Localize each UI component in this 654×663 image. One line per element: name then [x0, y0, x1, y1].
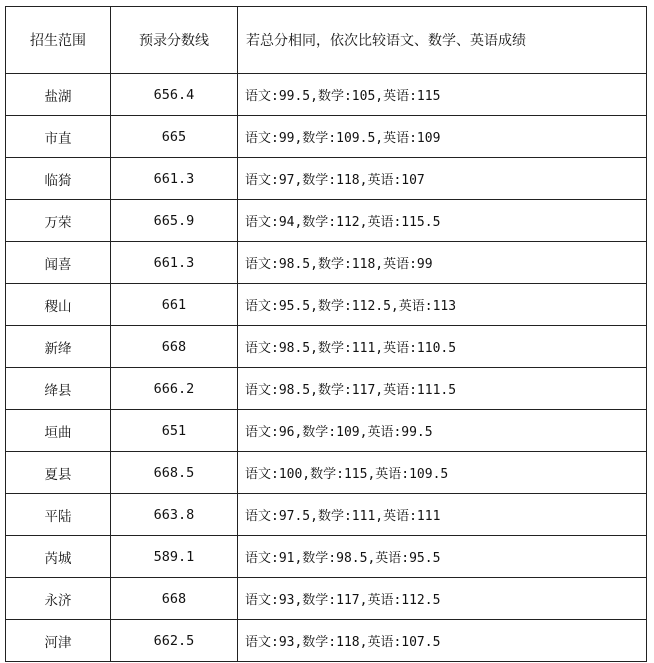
tiebreak-text: 语文:93,数学:118,英语:107.5 — [245, 635, 441, 650]
tiebreak-text: 语文:98.5,数学:111,英语:110.5 — [245, 341, 457, 356]
tiebreak-text: 语文:91,数学:98.5,英语:95.5 — [245, 551, 441, 566]
cell-score: 665 — [111, 116, 238, 158]
cell-tiebreak — [238, 242, 647, 284]
cell-score: 661 — [111, 284, 238, 326]
score-table — [5, 6, 647, 662]
cell-region: 稷山 — [6, 284, 111, 326]
table-row — [6, 326, 647, 368]
tiebreak-text: 语文:100,数学:115,英语:109.5 — [245, 467, 449, 482]
table-row — [6, 158, 647, 200]
cell-score: 661.3 — [111, 242, 238, 284]
table-body — [6, 74, 647, 662]
cell-region: 新绛 — [6, 326, 111, 368]
cell-tiebreak — [238, 74, 647, 116]
cell-region: 平陆 — [6, 494, 111, 536]
tiebreak-text: 语文:96,数学:109,英语:99.5 — [245, 425, 433, 440]
cell-tiebreak — [238, 620, 647, 662]
table-row — [6, 284, 647, 326]
cell-score: 656.4 — [111, 74, 238, 116]
table-row — [6, 242, 647, 284]
cell-region: 闻喜 — [6, 242, 111, 284]
table-row — [6, 410, 647, 452]
cell-score: 651 — [111, 410, 238, 452]
tiebreak-text: 语文:95.5,数学:112.5,英语:113 — [245, 299, 457, 314]
table-row — [6, 452, 647, 494]
cell-tiebreak — [238, 158, 647, 200]
score-table-container — [5, 6, 647, 662]
cell-tiebreak — [238, 410, 647, 452]
cell-score: 662.5 — [111, 620, 238, 662]
cell-region: 绛县 — [6, 368, 111, 410]
cell-region: 永济 — [6, 578, 111, 620]
tiebreak-text: 语文:93,数学:117,英语:112.5 — [245, 593, 441, 608]
table-row — [6, 494, 647, 536]
cell-region: 市直 — [6, 116, 111, 158]
header-tiebreak: 若总分相同，依次比较语文、数学、英语成绩 — [238, 7, 647, 74]
tiebreak-text: 语文:94,数学:112,英语:115.5 — [245, 215, 441, 230]
table-row — [6, 578, 647, 620]
cell-score: 668.5 — [111, 452, 238, 494]
cell-region: 芮城 — [6, 536, 111, 578]
cell-tiebreak — [238, 578, 647, 620]
cell-score: 663.8 — [111, 494, 238, 536]
header-row — [6, 7, 647, 74]
cell-tiebreak — [238, 326, 647, 368]
cell-region: 临猗 — [6, 158, 111, 200]
cell-score: 668 — [111, 578, 238, 620]
cell-score: 665.9 — [111, 200, 238, 242]
tiebreak-text: 语文:98.5,数学:118,英语:99 — [245, 257, 433, 272]
tiebreak-text: 语文:97.5,数学:111,英语:111 — [245, 509, 441, 524]
table-row — [6, 536, 647, 578]
tiebreak-text: 语文:99,数学:109.5,英语:109 — [245, 131, 441, 146]
tiebreak-text: 语文:97,数学:118,英语:107 — [245, 173, 425, 188]
cell-region: 盐湖 — [6, 74, 111, 116]
cell-score: 668 — [111, 326, 238, 368]
header-region: 招生范围 — [6, 7, 111, 74]
header-score: 预录分数线 — [111, 7, 238, 74]
cell-region: 夏县 — [6, 452, 111, 494]
tiebreak-text: 语文:99.5,数学:105,英语:115 — [245, 89, 441, 104]
cell-region: 河津 — [6, 620, 111, 662]
cell-tiebreak — [238, 536, 647, 578]
cell-tiebreak — [238, 452, 647, 494]
cell-score: 661.3 — [111, 158, 238, 200]
cell-tiebreak — [238, 494, 647, 536]
cell-region: 万荣 — [6, 200, 111, 242]
table-row — [6, 368, 647, 410]
table-row — [6, 74, 647, 116]
table-header — [6, 7, 647, 74]
table-row — [6, 200, 647, 242]
table-row — [6, 116, 647, 158]
cell-score: 666.2 — [111, 368, 238, 410]
tiebreak-text: 语文:98.5,数学:117,英语:111.5 — [245, 383, 457, 398]
cell-score: 589.1 — [111, 536, 238, 578]
table-row — [6, 620, 647, 662]
cell-tiebreak — [238, 116, 647, 158]
cell-tiebreak — [238, 200, 647, 242]
cell-tiebreak — [238, 284, 647, 326]
cell-tiebreak — [238, 368, 647, 410]
cell-region: 垣曲 — [6, 410, 111, 452]
